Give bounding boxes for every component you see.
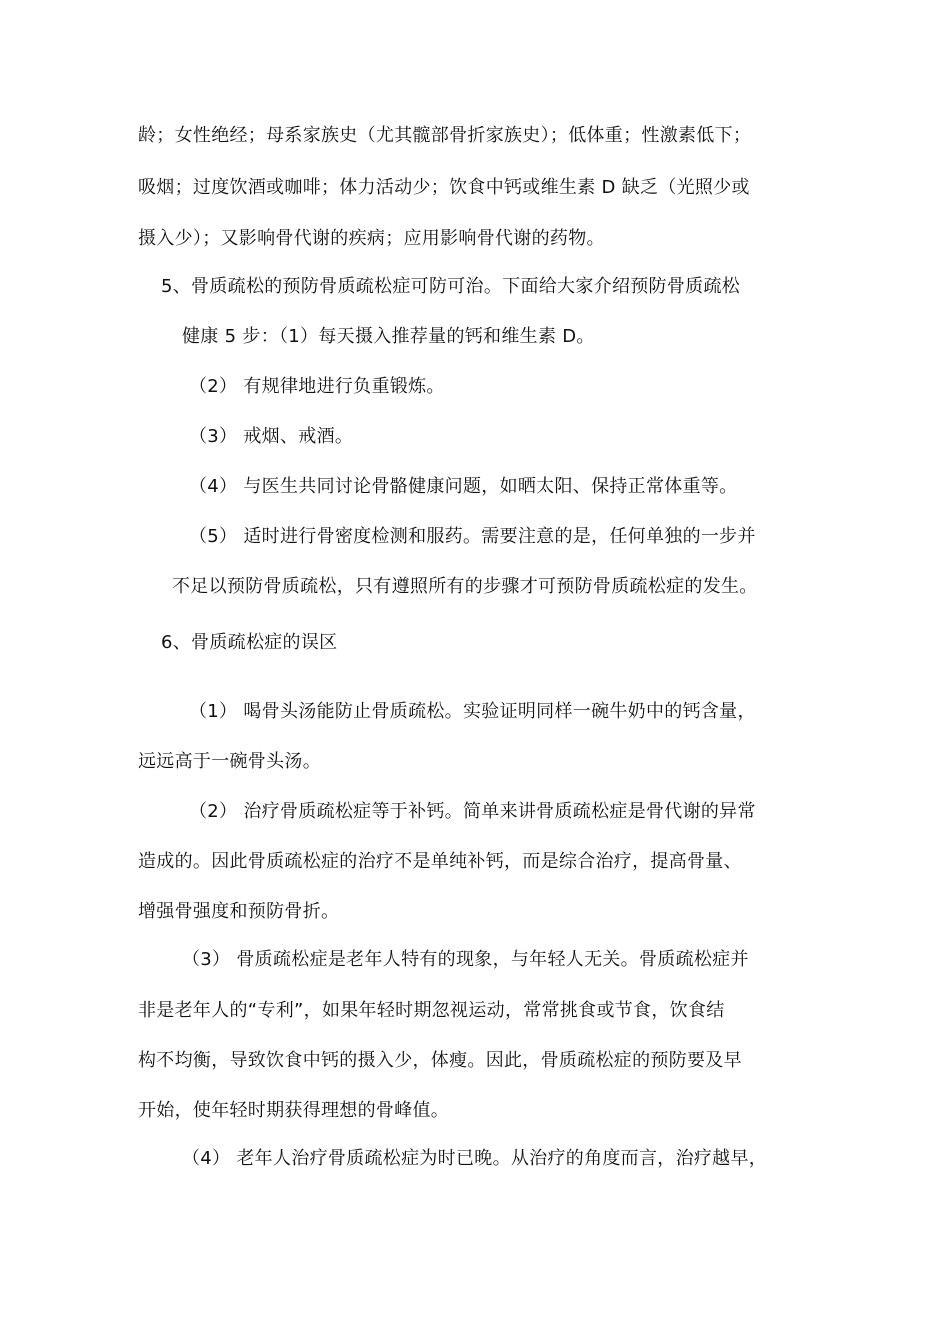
text-line: 非是老年人的“专利”，如果年轻时期忽视运动，常常挑食或节食，饮食结 — [138, 1000, 725, 1021]
list-item: （5） 适时进行骨密度检测和服药。需要注意的是，任何单独的一步并 — [189, 526, 756, 547]
list-item: （3） 骨质疏松症是老年人特有的现象，与年轻人无关。骨质疏松症并 — [182, 949, 749, 970]
text-line: 吸烟；过度饮酒或咖啡；体力活动少；饮食中钙或维生素 D 缺乏（光照少或 — [138, 177, 750, 198]
section-heading-misconceptions: 6、骨质疏松症的误区 — [161, 632, 338, 653]
text-line: 造成的。因此骨质疏松症的治疗不是单纯补钙，而是综合治疗，提高骨量、 — [138, 851, 742, 872]
text-line: 增强骨强度和预防骨折。 — [138, 901, 340, 922]
list-item: （2） 治疗骨质疏松症等于补钙。简单来讲骨质疏松症是骨代谢的异常 — [189, 801, 756, 822]
text-line: 开始，使年轻时期获得理想的骨峰值。 — [138, 1100, 450, 1121]
section-heading-prevention: 5、骨质疏松的预防骨质疏松症可防可治。下面给大家介绍预防骨质疏松 — [161, 276, 741, 297]
text-line: 健康 5 步：（1）每天摄入推荐量的钙和维生素 D。 — [182, 326, 595, 347]
list-item: （2） 有规律地进行负重锻炼。 — [189, 376, 445, 397]
text-line: 摄入少）；又影响骨代谢的疾病；应用影响骨代谢的药物。 — [138, 228, 605, 249]
text-line: 龄；女性绝经；母系家族史（尤其髋部骨折家族史）；低体重；性激素低下； — [138, 125, 752, 146]
list-item: （4） 老年人治疗骨质疏松症为时已晚。从治疗的角度而言，治疗越早， — [182, 1148, 768, 1169]
text-line: 不足以预防骨质疏松，只有遵照所有的步骤才可预防骨质疏松症的发生。 — [172, 576, 758, 597]
list-item: （3） 戒烟、戒酒。 — [189, 426, 354, 447]
text-line: 构不均衡，导致饮食中钙的摄入少，体瘦。因此，骨质疏松症的预防要及早 — [138, 1050, 742, 1071]
list-item: （1） 喝骨头汤能防止骨质疏松。实验证明同样一碗牛奶中的钙含量， — [189, 701, 756, 722]
list-item: （4） 与医生共同讨论骨骼健康问题，如晒太阳、保持正常体重等。 — [189, 476, 738, 497]
text-line: 远远高于一碗骨头汤。 — [138, 751, 321, 772]
